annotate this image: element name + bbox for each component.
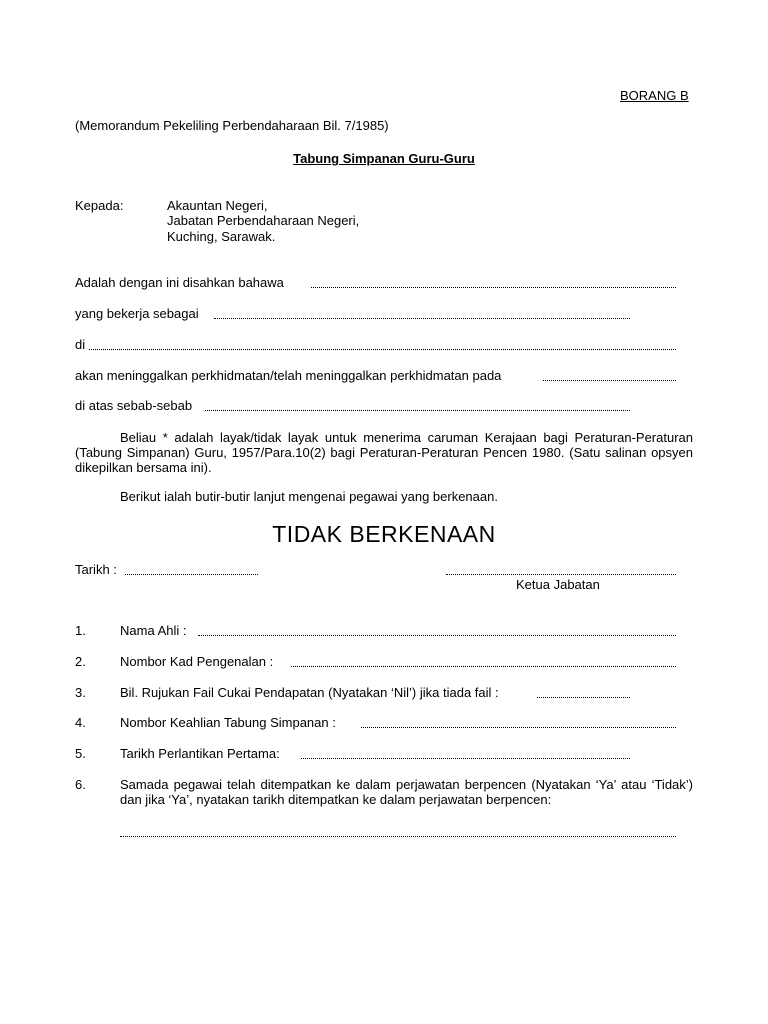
- place-label: di: [75, 337, 86, 352]
- certify-name-field[interactable]: [311, 287, 676, 288]
- ic-number-field[interactable]: [291, 666, 676, 667]
- membership-number-field[interactable]: [361, 727, 676, 728]
- reason-field[interactable]: [205, 410, 630, 411]
- tax-file-field[interactable]: [537, 697, 630, 698]
- item-number: 5.: [75, 746, 86, 761]
- address-line-1: Akauntan Negeri,: [167, 198, 268, 213]
- pensionable-post-label: Samada pegawai telah ditempatkan ke dalam perjawatan berpencen (Nyatakan ‘Ya’ atau ‘Tidak’) dan jika ‘Ya’, nyatakan tarikh ditempatkan ke dalam perjawatan berpencen:: [120, 777, 693, 807]
- member-name-label: Nama Ahli :: [120, 623, 187, 638]
- form-title: Tabung Simpanan Guru-Guru: [293, 151, 475, 166]
- pensionable-post-field[interactable]: [120, 836, 676, 837]
- item-number: 6.: [75, 777, 86, 792]
- position-field[interactable]: [214, 318, 630, 319]
- date-label: Tarikh :: [75, 562, 117, 577]
- address-line-3: Kuching, Sarawak.: [167, 229, 276, 244]
- item-number: 1.: [75, 623, 86, 638]
- item-number: 4.: [75, 715, 86, 730]
- first-appointment-field[interactable]: [301, 758, 630, 759]
- member-name-field[interactable]: [198, 635, 676, 636]
- item-number: 2.: [75, 654, 86, 669]
- signer-title: Ketua Jabatan: [516, 577, 600, 592]
- not-applicable-stamp: TIDAK BERKENAAN: [272, 521, 496, 547]
- first-appointment-label: Tarikh Perlantikan Pertama:: [120, 746, 280, 761]
- form-code: BORANG B: [620, 88, 689, 103]
- date-field[interactable]: [125, 574, 258, 575]
- reason-label: di atas sebab-sebab: [75, 398, 193, 413]
- tax-file-label: Bil. Rujukan Fail Cukai Pendapatan (Nyatakan ‘Nil’) jika tiada fail :: [120, 685, 499, 700]
- membership-number-label: Nombor Keahlian Tabung Simpanan :: [120, 715, 336, 730]
- item-number: 3.: [75, 685, 86, 700]
- certify-label: Adalah dengan ini disahkan bahawa: [75, 275, 284, 290]
- leaving-date-field[interactable]: [543, 380, 676, 381]
- position-label: yang bekerja sebagai: [75, 306, 199, 321]
- place-field[interactable]: [89, 349, 676, 350]
- eligibility-paragraph: Beliau * adalah layak/tidak layak untuk menerima caruman Kerajaan bagi Peraturan-Peraturan (Tabung Simpanan) Guru, 1957/Para.10(2) bagi Peraturan-Peraturan Pencen 1980. (Satu salinan opsyen dikepilkan bersama ini).: [75, 430, 693, 475]
- memo-reference: (Memorandum Pekeliling Perbendaharaan Bil. 7/1985): [75, 118, 389, 133]
- leaving-label: akan meninggalkan perkhidmatan/telah meninggalkan perkhidmatan pada: [75, 368, 502, 383]
- address-line-2: Jabatan Perbendaharaan Negeri,: [167, 213, 360, 228]
- address-label: Kepada:: [75, 198, 124, 213]
- ic-number-label: Nombor Kad Pengenalan :: [120, 654, 274, 669]
- details-paragraph: Berikut ialah butir-butir lanjut mengenai pegawai yang berkenaan.: [120, 489, 498, 504]
- signature-field[interactable]: [446, 574, 676, 575]
